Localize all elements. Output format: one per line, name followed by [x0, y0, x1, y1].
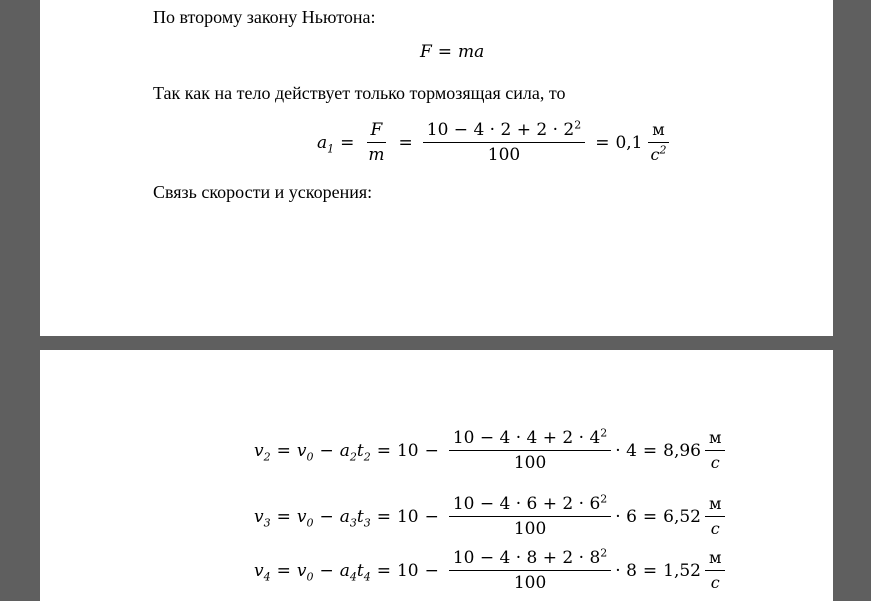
document-page-1 [40, 0, 833, 336]
result-v4: 1,52 [663, 560, 701, 581]
unit-m-per-s2: $\frac{м}{c^2}$ [646, 120, 670, 165]
fraction-acceleration-v2: $\frac{10 - 4 \cdot 4 + 2 \cdot 4^2}{100}$ [449, 428, 611, 473]
eq-a1-lhs: $a_1$ [317, 132, 335, 155]
eq-equals: = [437, 42, 453, 62]
equation-velocity-v2: $v_2$ = $v_0$ − $a_2t_2$ = 10 − $\frac{10 - 4 \cdot 4 + 2 \cdot 4^2}{100}$ · 4 = 8,96 $\frac{м}{c}$ [254, 428, 729, 473]
result-v3: 6,52 [663, 506, 701, 527]
equation-velocity-v3: $v_3$ = $v_0$ − $a_3t_3$ = 10 − $\frac{10 - 4 \cdot 6 + 2 \cdot 6^2}{100}$ · 6 = 6,52 $\frac{м}{c}$ [254, 494, 729, 539]
fraction-f-over-m: $\frac{F}{m}$ [368, 120, 385, 165]
equation-newton-second-law [420, 42, 484, 62]
equation-velocity-v4: $v_4$ = $v_0$ − $a_4t_4$ = 10 − $\frac{10 - 4 \cdot 8 + 2 \cdot 8^2}{100}$ · 8 = 1,52 $\frac{м}{c}$ [254, 548, 729, 593]
fraction-force-expression: $\frac{10 - 4 \cdot 2 + 2 \cdot 2^2}{100}$ [423, 120, 585, 165]
eq-a1-result: 0,1 [615, 132, 643, 153]
text-velocity-acceleration-relation: Связь скорости и ускорения: [153, 182, 373, 202]
unit-m-per-s: $\frac{м}{c}$ [705, 548, 725, 593]
fraction-acceleration-v3: $\frac{10 - 4 \cdot 6 + 2 \cdot 6^2}{100}$ [449, 494, 611, 539]
document-page-2 [40, 350, 833, 601]
text-newton-law-intro: По второму закону Ньютона: [153, 7, 376, 27]
eq-rhs: ma [458, 42, 485, 62]
result-v2: 8,96 [663, 440, 701, 461]
unit-m-per-s: $\frac{м}{c}$ [705, 494, 725, 539]
equation-acceleration-a1: $a_1$ = $\frac{F}{m}$ = $\frac{10 - 4 \cdot 2 + 2 \cdot 2^2}{100}$ = 0,1 $\frac{м}{c^2}$ [317, 120, 674, 165]
unit-m-per-s: $\frac{м}{c}$ [705, 428, 725, 473]
eq-lhs: F [420, 42, 432, 62]
fraction-acceleration-v4: $\frac{10 - 4 \cdot 8 + 2 \cdot 8^2}{100}$ [449, 548, 611, 593]
text-braking-force: Так как на тело действует только тормозящая сила, то [153, 83, 566, 103]
